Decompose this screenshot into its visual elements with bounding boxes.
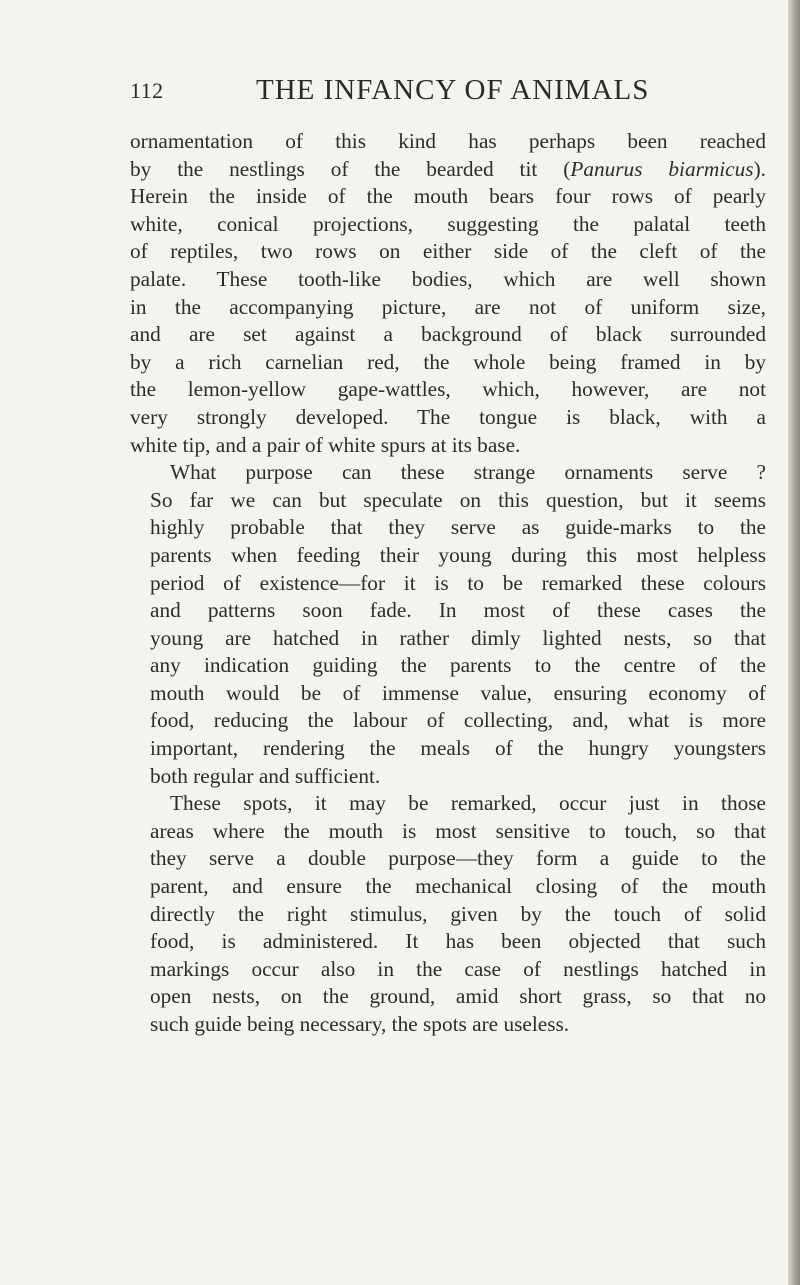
text-line: very strongly developed. The tongue is black, with a [130,404,766,429]
text-line: important, rendering the meals of the hungry youngsters [150,736,766,761]
text-line: areas where the mouth is most sensitive to touch, so that [150,818,766,843]
text-line: food, is administered. It has been objected that such [150,929,766,954]
text-line: period of existence—for it is to be remarked these colours [150,570,766,595]
page-header [130,72,790,112]
paragraph [130,459,766,790]
running-head: THE INFANCY OF ANIMALS [256,74,650,106]
page-edge-shadow [788,0,800,1285]
text-line: both regular and sufficient. [150,763,381,788]
body-text [130,128,766,1039]
text-line: food, reducing the labour of collecting, and, what is more [150,708,766,733]
text-line: by a rich carnelian red, the whole being framed in by [130,349,766,374]
text-line: Herein the inside of the mouth bears four rows of pearly [130,184,766,209]
text-line: palate. These tooth-like bodies, which are well shown [130,266,766,291]
text-line: any indication guiding the parents to the centre of the [150,653,766,678]
text-line: directly the right stimulus, given by the touch of solid [150,901,766,926]
text-line: they serve a double purpose—they form a guide to the [150,846,766,871]
text-line: mouth would be of immense value, ensuring economy of [150,680,766,705]
paragraph [130,128,766,459]
paragraph [130,790,766,1038]
text-line: white tip, and a pair of white spurs at its base. [130,432,521,457]
text-line: What purpose can these strange ornaments serve ? [170,460,766,485]
text-line: of reptiles, two rows on either side of the cleft of the [130,239,766,264]
text-line: So far we can but speculate on this question, but it seems [150,487,766,512]
text-line: in the accompanying picture, are not of uniform size, [130,294,766,319]
text-line: parent, and ensure the mechanical closing of the mouth [150,874,766,899]
text-line: markings occur also in the case of nestlings hatched in [150,956,766,981]
text-line: highly probable that they serve as guide-marks to the [150,515,766,540]
text-line: These spots, it may be remarked, occur just in those [170,791,766,816]
text-line: by the nestlings of the bearded tit (Panurus biarmicus). [130,156,766,181]
text-line: such guide being necessary, the spots are useless. [150,1012,570,1036]
text-line: the lemon-yellow gape-wattles, which, however, are not [130,377,766,402]
text-line: and are set against a background of black surrounded [130,322,766,347]
text-line: open nests, on the ground, amid short grass, so that no [150,984,766,1009]
text-line: white, conical projections, suggesting the palatal teeth [130,211,766,236]
text-line: and patterns soon fade. In most of these cases the [150,598,766,623]
page-number: 112 [130,78,164,103]
text-line: young are hatched in rather dimly lighted nests, so that [150,625,766,650]
text-line: parents when feeding their young during this most helpless [150,542,766,567]
text-line: ornamentation of this kind has perhaps been reached [130,129,766,153]
